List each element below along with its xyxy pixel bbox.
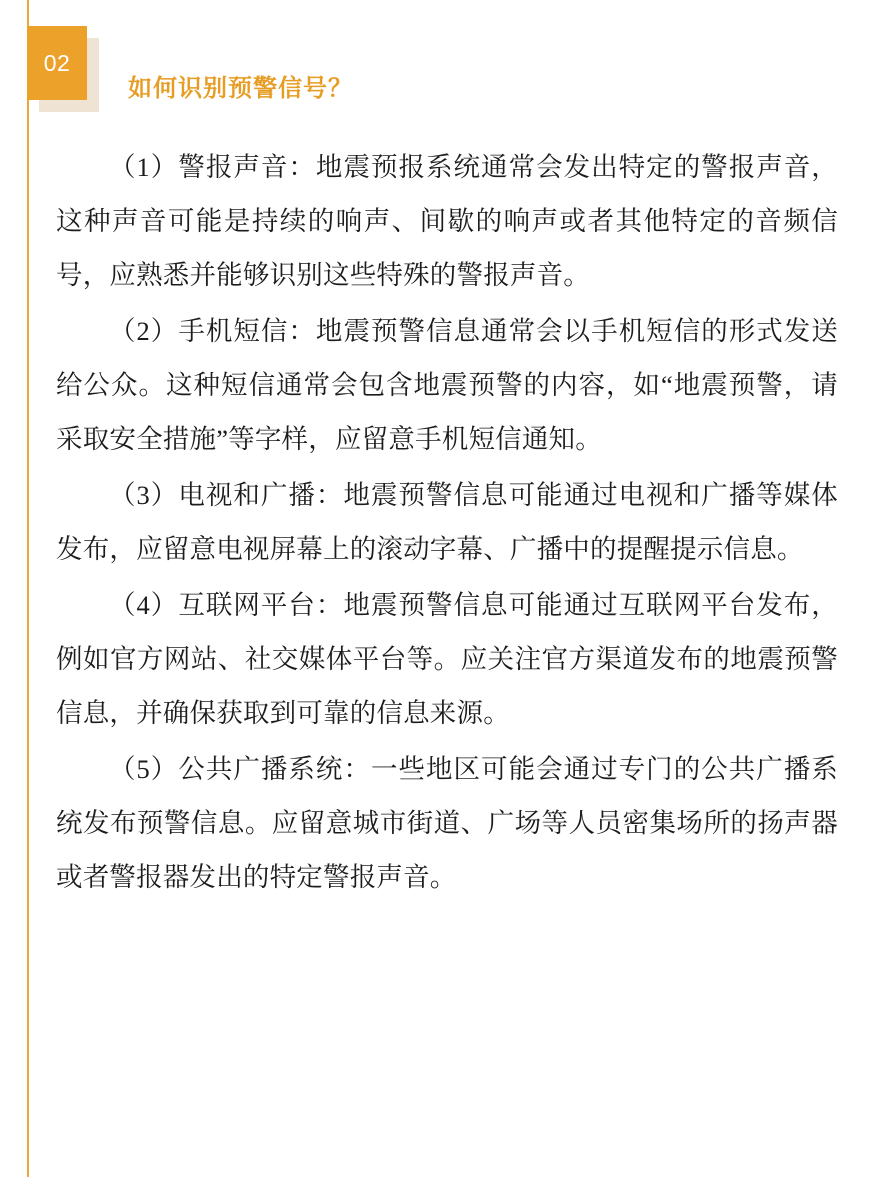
paragraph: （3）电视和广播：地震预警信息可能通过电视和广播等媒体发布，应留意电视屏幕上的滚动字幕、广播中的提醒提示信息。: [56, 480, 838, 564]
left-accent-rule: [27, 0, 29, 1177]
section-number-badge: [27, 26, 99, 112]
section-header: [27, 26, 867, 112]
section-title: 如何识别预警信号？: [128, 75, 353, 102]
paragraph: （1）警报声音：地震预报系统通常会发出特定的警报声音，这种声音可能是持续的响声、间歇的响声或者其他特定的音频信号，应熟悉并能够识别这些特殊的警报声音。: [56, 152, 838, 290]
body-content: [56, 140, 838, 906]
section-number-label: 02: [43, 50, 71, 76]
paragraph: （5）公共广播系统：一些地区可能会通过专门的公共广播系统发布预警信息。应留意城市街道、广场等人员密集场所的扬声器或者警报器发出的特定警报声音。: [56, 754, 838, 892]
paragraph: （4）互联网平台：地震预警信息可能通过互联网平台发布，例如官方网站、社交媒体平台等。应关注官方渠道发布的地震预警信息，并确保获取到可靠的信息来源。: [56, 590, 838, 728]
paragraph: （2）手机短信：地震预警信息通常会以手机短信的形式发送给公众。这种短信通常会包含地震预警的内容，如“地震预警，请采取安全措施”等字样，应留意手机短信通知。: [56, 316, 838, 454]
